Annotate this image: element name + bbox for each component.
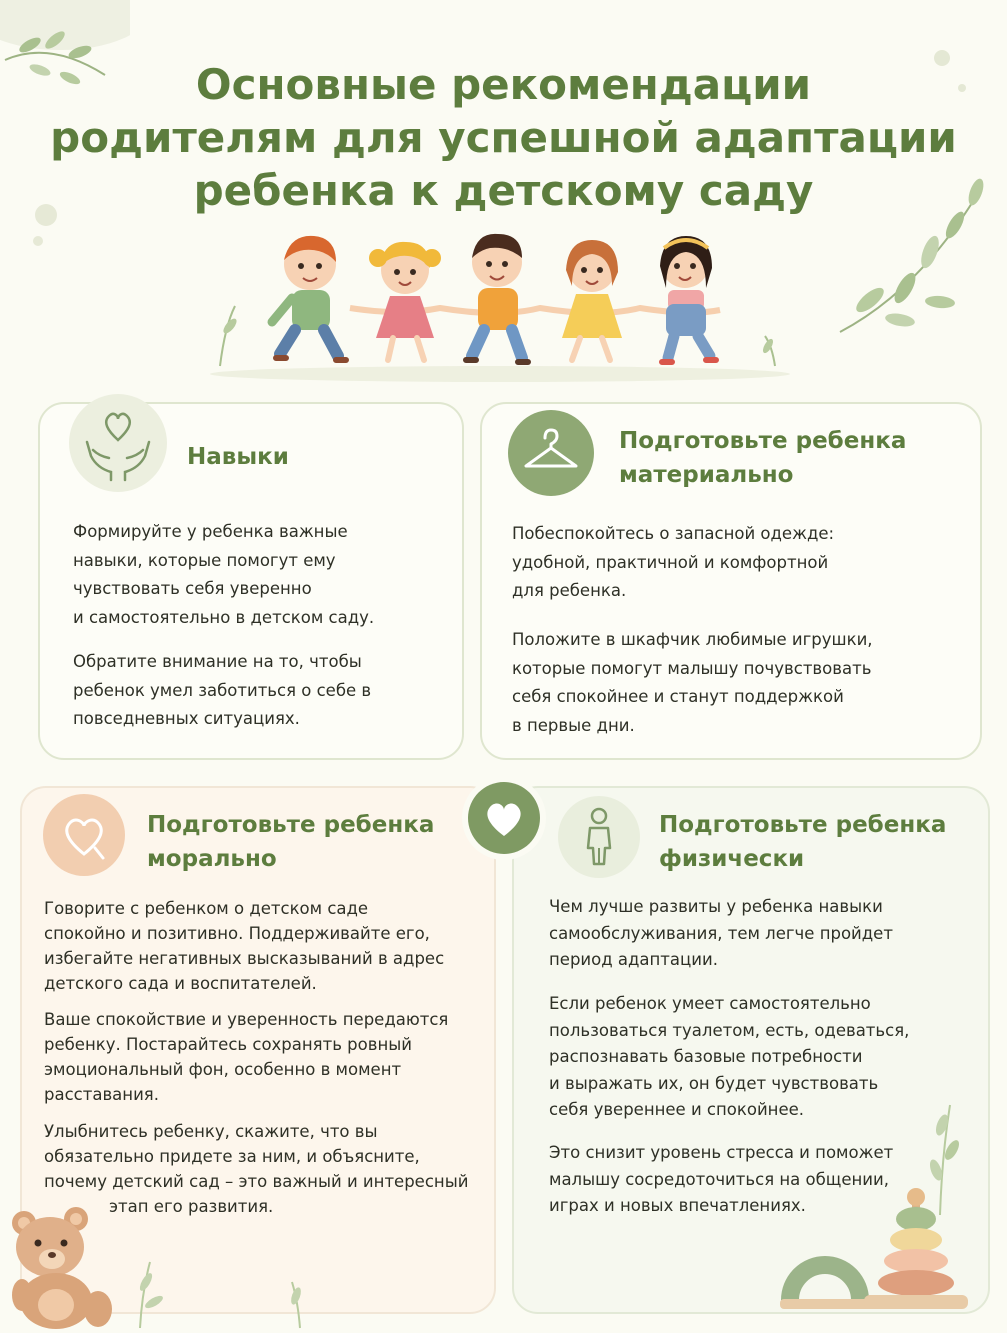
card-title-moral [147, 808, 434, 876]
person-figure-icon [558, 796, 640, 878]
title-line: материально [619, 462, 794, 488]
text-line: для ребенка. [512, 581, 627, 600]
card-skills [38, 402, 464, 760]
text-line: эмоциональный фон, особенно в момент [44, 1060, 402, 1079]
text-line: Формируйте у ребенка важные [73, 522, 348, 541]
text-line: и выражать их, он будет чувствовать [549, 1073, 879, 1093]
text-line: в первые дни. [512, 715, 635, 735]
text-line: Улыбнитесь ребенку, скажите, что вы [44, 1122, 378, 1141]
text-line: спокойно и позитивно. Поддерживайте его, [44, 924, 430, 943]
heart-with-magnifier-icon [43, 794, 125, 876]
text-line: чувствовать себя уверенно [73, 579, 312, 598]
text-line: себя спокойнее и станут поддержкой [512, 687, 844, 706]
text-line: детского сада и воспитателей. [44, 974, 317, 993]
text-line: обязательно придете за ним, и объясните, [44, 1147, 420, 1166]
title-line-2: родителям для успешной адаптации [50, 113, 957, 162]
text-line: удобной, практичной и комфортной [512, 552, 829, 572]
moral-paragraph-2 [44, 1007, 448, 1107]
text-line: малышу сосредоточиться на общении, [549, 1169, 889, 1189]
text-line: Ваше спокойствие и уверенность передаются [44, 1010, 449, 1029]
title-line: морально [147, 846, 277, 872]
text-line: себя увереннее и спокойнее. [549, 1100, 805, 1119]
heart-in-hands-icon [69, 394, 167, 492]
card-material [480, 402, 982, 760]
stacking-rings-toy-illustration [780, 1095, 990, 1320]
text-line: пользоваться туалетом, есть, одеваться, [549, 1020, 910, 1040]
card-title-skills: Навыки [187, 444, 289, 470]
title-line: физически [659, 846, 805, 872]
text-line: играх и новых впечатлениях. [549, 1196, 806, 1215]
text-line: которые помогут малышу почувствовать [512, 658, 872, 678]
grass-decoration-bottom-left [120, 1232, 330, 1332]
title-line-3: ребенка к детскому саду [193, 166, 814, 215]
text-line: ребенок умел заботиться о себе в [73, 680, 372, 700]
icon-circle-moral [43, 794, 125, 876]
card-title-physical [659, 808, 946, 876]
card-title-material [619, 424, 906, 492]
title-line-1: Основные рекомендации [195, 60, 812, 109]
moral-paragraph-3 [44, 1119, 468, 1219]
text-line: повседневных ситуациях. [73, 709, 300, 728]
text-line: Положите в шкафчик любимые игрушки, [512, 630, 873, 649]
center-heart-badge [468, 782, 540, 854]
text-line: ребенку. Постарайтесь сохранять ровный [44, 1035, 413, 1054]
text-line: самообслуживания, тем легче пройдет [549, 923, 893, 943]
skills-paragraph-2 [73, 648, 371, 734]
heart-icon [468, 782, 540, 854]
text-line: почему детский сад – это важный и интересный [44, 1172, 469, 1191]
material-paragraph-1 [512, 520, 834, 606]
text-line: Чем лучше развиты у ребенка навыки [549, 897, 883, 916]
text-line: Говорите с ребенком о детском саде [44, 899, 369, 918]
children-holding-hands-illustration [200, 226, 800, 386]
title-line: Подготовьте ребенка [619, 428, 907, 454]
material-paragraph-2 [512, 626, 873, 740]
clothes-hanger-icon [508, 410, 594, 496]
text-line: период адаптации. [549, 950, 718, 969]
title-line: Подготовьте ребенка [147, 812, 435, 838]
icon-circle-skills [69, 394, 167, 492]
text-line: и самостоятельно в детском саду. [73, 607, 375, 627]
skills-paragraph-1 [73, 518, 374, 632]
text-line: Если ребенок умеет самостоятельно [549, 994, 871, 1013]
text-line: распознавать базовые потребности [549, 1047, 863, 1066]
text-line: избегайте негативных высказываний в адрес [44, 949, 445, 968]
physical-paragraph-1 [549, 894, 893, 974]
text-line: расставания. [44, 1085, 159, 1104]
moral-paragraph-1 [44, 896, 444, 996]
text-line: этап его развития. [109, 1197, 274, 1216]
title-line: Подготовьте ребенка [659, 812, 947, 838]
text-line: Побеспокойтесь о запасной одежде: [512, 524, 835, 543]
teddy-bear-illustration [6, 1205, 118, 1330]
page-title [40, 58, 967, 217]
text-line: навыки, которые помогут ему [73, 550, 336, 570]
text-line: Это снизит уровень стресса и поможет [549, 1143, 894, 1162]
text-line: Обратите внимание на то, чтобы [73, 652, 362, 671]
icon-circle-material [508, 410, 594, 496]
icon-circle-physical [558, 796, 640, 878]
